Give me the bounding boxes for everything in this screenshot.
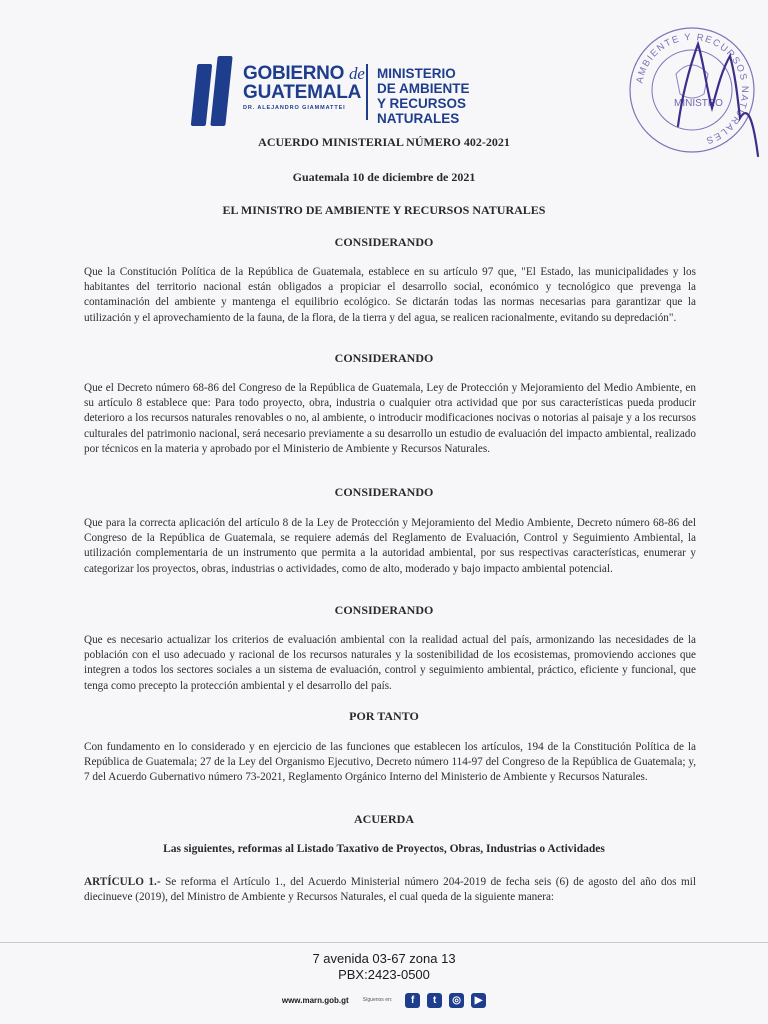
footer-divider (0, 942, 768, 943)
paragraph: Con fundamento en lo considerado y en ejercicio de las funciones que establecen los artículos, 194 de la Constitución Política de la República de Guatemala; 27 de la Ley del Organismo Ejecutivo, Decreto número 114-97 del Congreso de la República de Guatemala; y, 7 del Acuerdo Gubernativo número 73-2021, Reglamento Orgánico Interno del Ministerio de Ambiente y Recursos Naturales. (84, 741, 696, 784)
gov-line1: GOBIERNO (243, 63, 345, 84)
por-tanto-heading: POR TANTO (349, 709, 419, 723)
footer-social (0, 991, 768, 1011)
considerando-heading: CONSIDERANDO (334, 603, 434, 617)
article-1 (84, 875, 696, 905)
website-link[interactable]: www.marn.gob.gt (281, 995, 349, 1005)
government-logo-icon (192, 56, 232, 126)
instagram-icon[interactable]: ◎ (449, 993, 464, 1008)
paragraph: Que para la correcta aplicación del artículo 8 de la Ley de Protección y Mejoramiento del Medio Ambiente, Decreto número 68-86 del Congreso de la República de Guatemala, se requiere además del Reglamento de Evaluación, Control y Seguimiento Ambiental, la utilización complementaria de un instrumento que permita a la autoridad ambiental, por sus respectivas características, enumerar y categorizar los proyectos, obras, industrias o actividades, como de alto, moderado y bajo impacto ambiental potencial. (84, 517, 696, 575)
ministry-logo (377, 66, 470, 126)
gov-president: DR. ALEJANDRO GIAMMATTEI (243, 105, 346, 111)
ministry-line: Y RECURSOS (377, 96, 467, 111)
reformas-heading: Las siguientes, reformas al Listado Taxativo de Proyectos, Obras, Industrias o Actividades (163, 843, 605, 855)
ministry-line: MINISTERIO (377, 66, 456, 81)
gov-line2: GUATEMALA (243, 82, 362, 103)
document-title: ACUERDO MINISTERIAL NÚMERO 402-2021 (258, 135, 510, 149)
header-divider (366, 64, 368, 120)
footer-address: 7 avenida 03-67 zona 13 (312, 951, 456, 966)
acuerda-heading: ACUERDA (354, 812, 414, 826)
ministry-line: NATURALES (377, 111, 460, 126)
facebook-icon[interactable]: f (405, 993, 420, 1008)
article-label: ARTÍCULO 1.- (84, 876, 161, 888)
paragraph: Que es necesario actualizar los criterios de evaluación ambiental con la realidad actual del país, armonizando las necesidades de la población con el uso adecuado y racional de los recursos naturales y la sostenibilidad de los ecosistemas, promoviendo acciones que integren a todos los sectores sociales a un sistema de evaluación, control y seguimiento ambiental, práctico, eficiente y funcional, que tenga como precepto la protección ambiental y el desarrollo del país. (84, 634, 696, 692)
considerando-heading: CONSIDERANDO (334, 235, 434, 249)
ministry-line: DE AMBIENTE (377, 81, 470, 96)
seal-ring-text: AMBIENTE Y RECURSOS NATURALES (634, 31, 751, 147)
footer-phone: PBX:2423-0500 (338, 967, 430, 982)
paragraph: Que el Decreto número 68-86 del Congreso de la República de Guatemala, Ley de Protección y Mejoramiento del Medio Ambiente, en su artículo 8 establece que: Para todo proyecto, obra, industria o cualquier otra actividad que por sus características pueda producir deterioro a los recursos naturales renovables o no, al ambiente, o introducir modificaciones nocivas o notorias al paisaje y a los recursos culturales del patrimonio nacional, será necesario previamente a su desarrollo un estudio de evaluación del impacto ambiental, realizado por técnicos en la materia y aprobado por el Ministerio de Ambiente y Recursos Naturales. (84, 382, 696, 455)
document-date: Guatemala 10 de diciembre de 2021 (292, 170, 476, 184)
seal-inner-text: MINISTRO (674, 98, 723, 109)
paragraph: Que la Constitución Política de la República de Guatemala, establece en su artículo 97 que, "El Estado, las municipalidades y los habitantes del territorio nacional están obligados a propiciar el desarrollo social, económico y tecnológico que prevenga la contaminación del ambiente y mantenga el equilibrio ecológico. Se dictarán todas las normas necesarias para garantizar que la utilización y el aprovechamiento de la fauna, de la flora, de la tierra y del agua, se realicen racionalmente, evitando su depredación". (84, 266, 696, 324)
twitter-icon[interactable]: t (427, 993, 442, 1008)
youtube-icon[interactable]: ▶ (471, 993, 486, 1008)
considerando-heading: CONSIDERANDO (334, 351, 434, 365)
government-wordmark (243, 64, 365, 111)
gov-de: de (349, 64, 365, 83)
considerando-heading: CONSIDERANDO (334, 485, 434, 499)
follow-label: Síguenos en: (362, 997, 393, 1004)
document-issuer: EL MINISTRO DE AMBIENTE Y RECURSOS NATURALES (222, 203, 546, 217)
article-text: Se reforma el Artículo 1., del Acuerdo Ministerial número 204-2019 de fecha seis (6) de agosto del año dos mil diecinueve (2019), del Ministro de Ambiente y Recursos Naturales, el cual queda de la siguiente manera: (84, 876, 696, 904)
